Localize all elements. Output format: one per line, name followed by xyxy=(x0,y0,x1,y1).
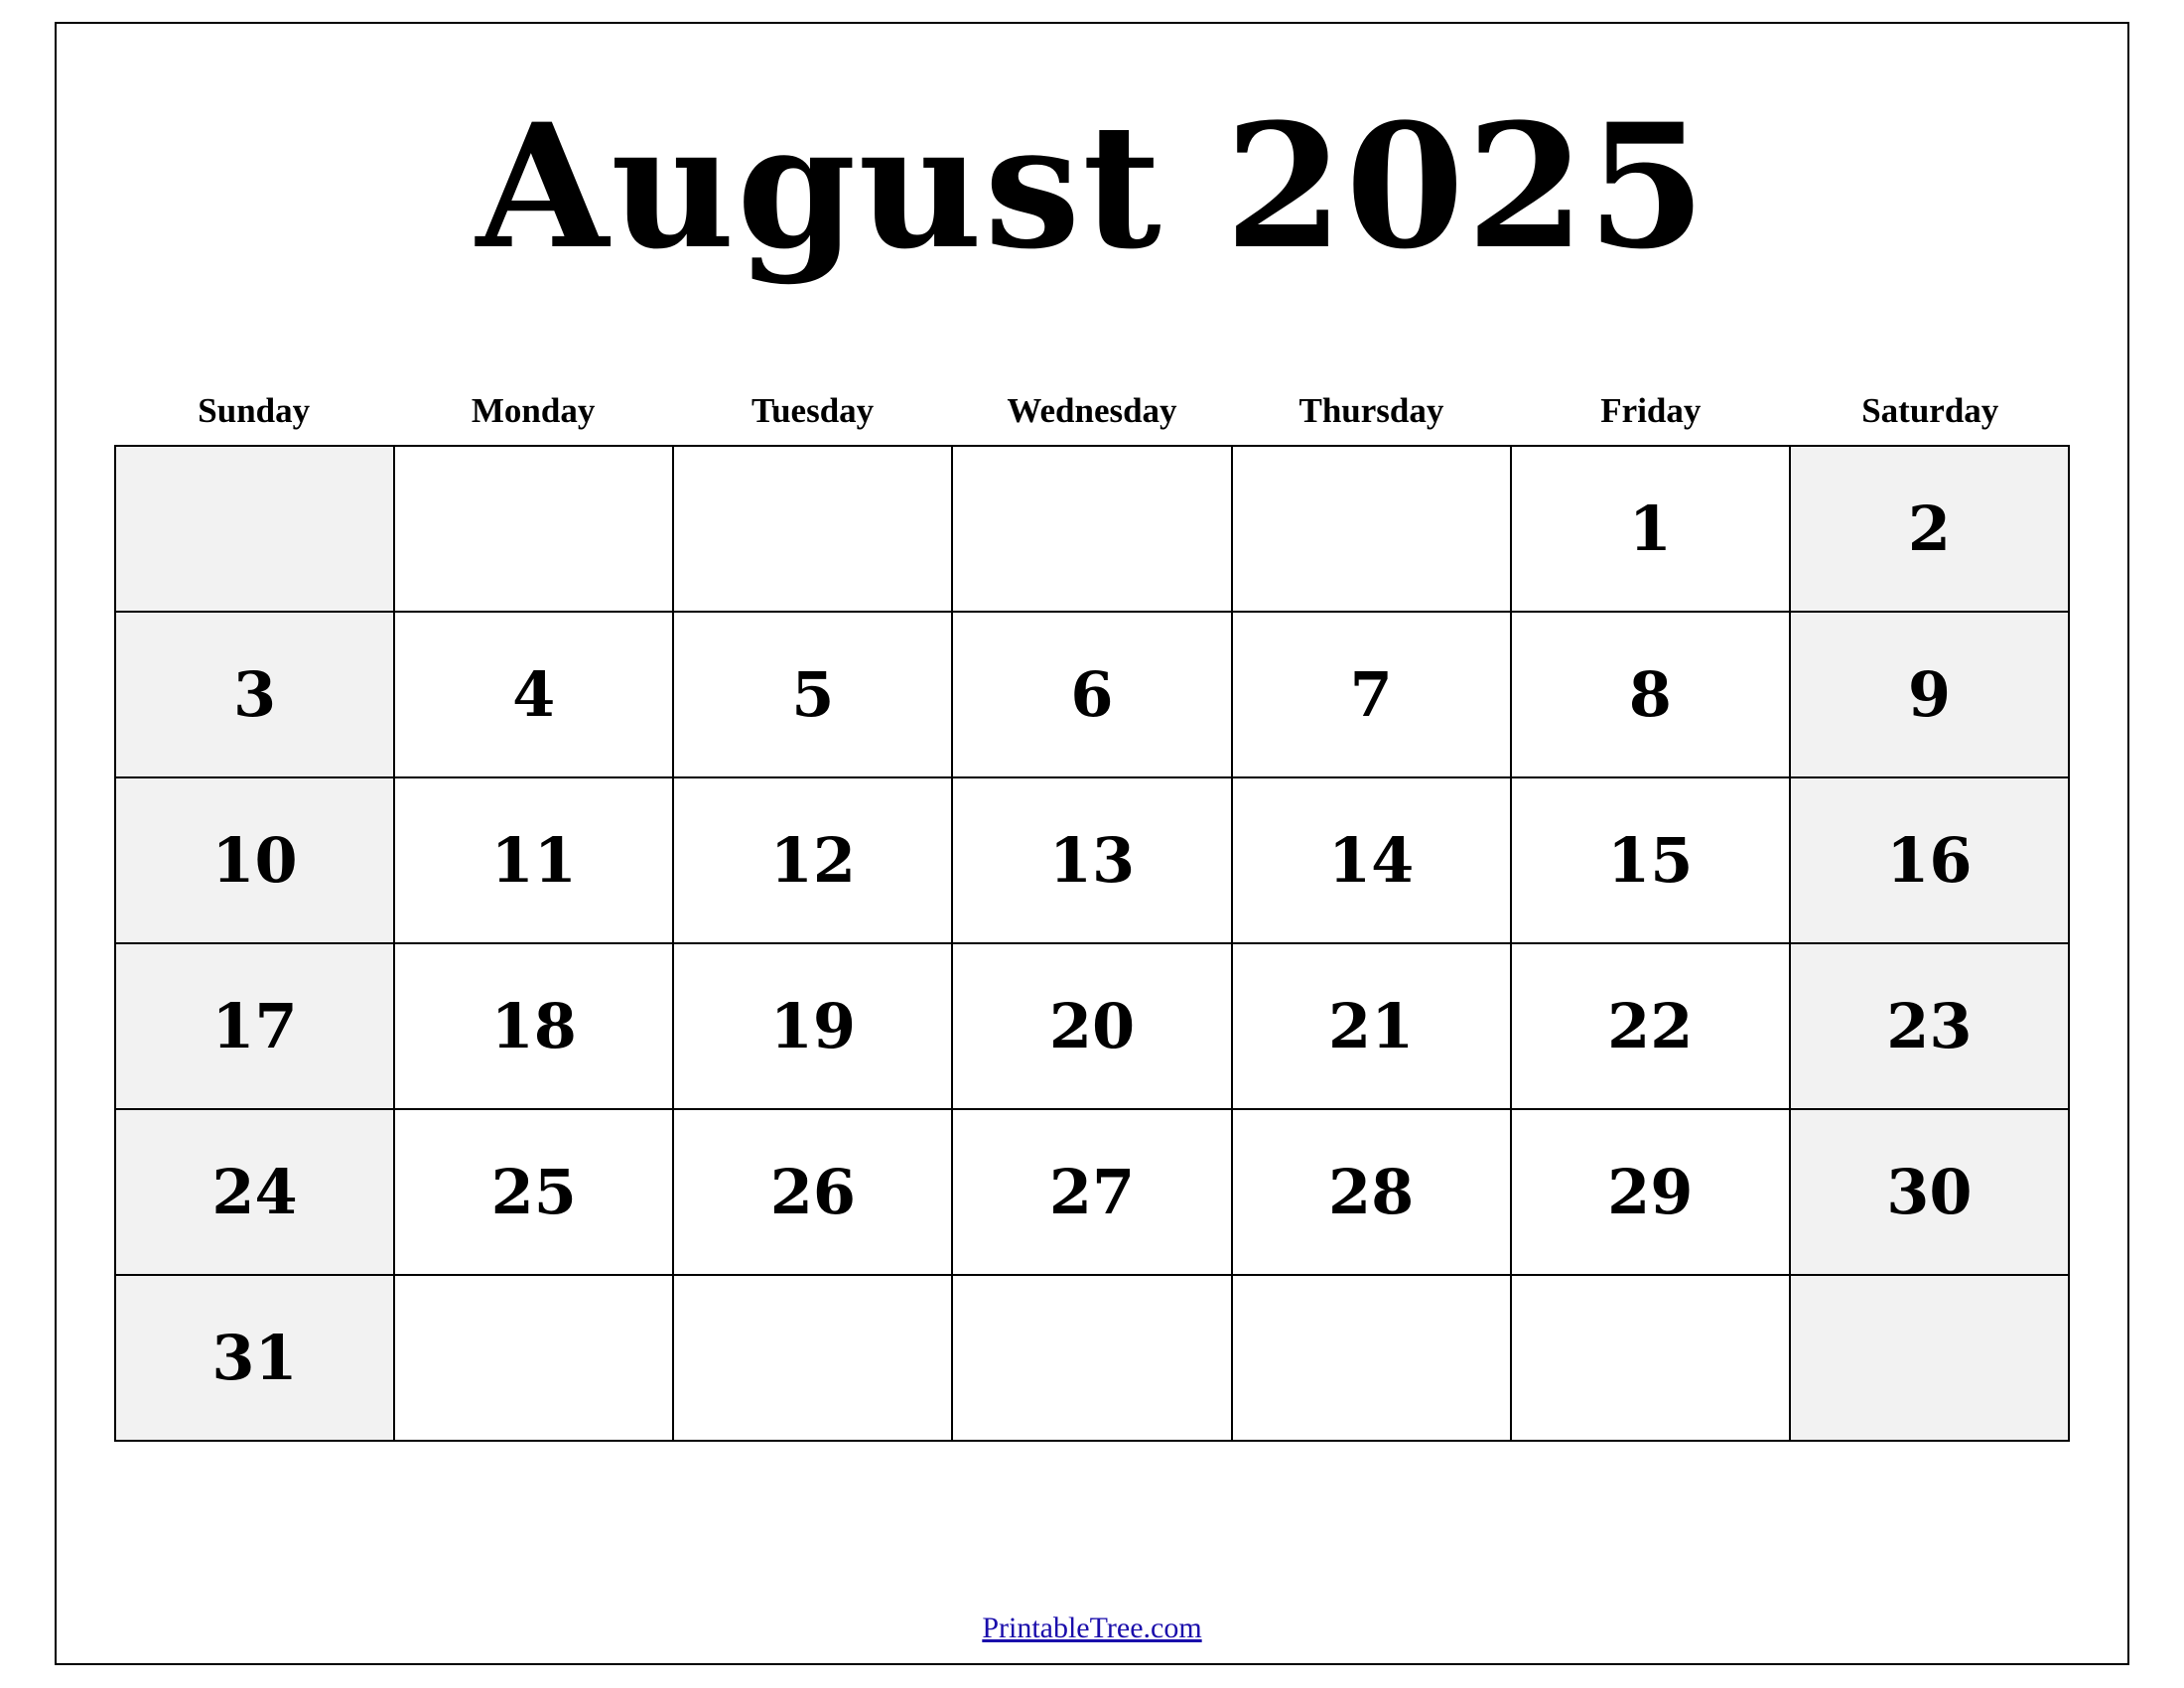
day-number: 23 xyxy=(1886,989,1973,1062)
weekday-label-tuesday: Tuesday xyxy=(751,391,875,430)
day-cell[interactable] xyxy=(1512,613,1791,778)
day-cell[interactable] xyxy=(1512,1110,1791,1276)
day-number: 5 xyxy=(791,657,835,731)
day-number: 21 xyxy=(1327,989,1415,1062)
source-link[interactable]: PrintableTree.com xyxy=(982,1612,1202,1644)
day-cell[interactable] xyxy=(1233,613,1512,778)
day-cell[interactable] xyxy=(1512,447,1791,613)
day-number: 15 xyxy=(1607,823,1694,897)
day-number: 22 xyxy=(1607,989,1694,1062)
day-number: 18 xyxy=(490,989,577,1062)
calendar-sheet xyxy=(55,22,2129,1665)
day-cell[interactable] xyxy=(1233,1110,1512,1276)
day-number: 2 xyxy=(1907,492,1951,565)
day-number: 31 xyxy=(211,1321,298,1394)
day-cell[interactable] xyxy=(1791,447,2070,613)
day-cell[interactable] xyxy=(116,1110,395,1276)
day-number: 25 xyxy=(490,1155,577,1228)
day-cell[interactable] xyxy=(1791,778,2070,944)
day-cell[interactable] xyxy=(674,778,953,944)
day-number: 20 xyxy=(1048,989,1136,1062)
weekday-header-row xyxy=(114,391,2070,431)
day-number: 24 xyxy=(211,1155,298,1228)
day-cell[interactable] xyxy=(674,613,953,778)
day-cell[interactable] xyxy=(116,1276,395,1442)
weekday-label-saturday: Saturday xyxy=(1861,391,1999,430)
day-cell[interactable] xyxy=(953,778,1232,944)
day-cell[interactable] xyxy=(1791,1110,2070,1276)
day-cell[interactable] xyxy=(1233,447,1512,613)
day-cell[interactable] xyxy=(1233,778,1512,944)
day-cell[interactable] xyxy=(395,778,674,944)
day-number: 17 xyxy=(211,989,298,1062)
day-cell[interactable] xyxy=(1512,778,1791,944)
day-cell[interactable] xyxy=(395,944,674,1110)
day-number: 7 xyxy=(1349,657,1393,731)
day-number: 4 xyxy=(512,657,556,731)
day-number: 1 xyxy=(1628,492,1672,565)
weekday-label-monday: Monday xyxy=(471,391,596,430)
day-cell[interactable] xyxy=(116,613,395,778)
day-cell[interactable] xyxy=(953,944,1232,1110)
day-cell[interactable] xyxy=(674,447,953,613)
day-number: 3 xyxy=(233,657,277,731)
day-number: 14 xyxy=(1327,823,1415,897)
day-number: 11 xyxy=(490,823,577,897)
day-cell[interactable] xyxy=(674,1276,953,1442)
day-cell[interactable] xyxy=(116,778,395,944)
day-cell[interactable] xyxy=(116,447,395,613)
page-title: August 2025 xyxy=(476,85,1708,287)
day-cell[interactable] xyxy=(953,613,1232,778)
day-number: 13 xyxy=(1048,823,1136,897)
weekday-label-friday: Friday xyxy=(1600,391,1702,430)
day-number: 19 xyxy=(769,989,856,1062)
day-number: 8 xyxy=(1628,657,1672,731)
footer xyxy=(57,1612,2127,1645)
weekday-label-wednesday: Wednesday xyxy=(1007,391,1177,430)
day-number: 29 xyxy=(1607,1155,1694,1228)
day-number: 26 xyxy=(769,1155,856,1228)
weekday-label-thursday: Thursday xyxy=(1298,391,1444,430)
day-number: 28 xyxy=(1327,1155,1415,1228)
day-cell[interactable] xyxy=(395,1276,674,1442)
day-cell[interactable] xyxy=(674,1110,953,1276)
day-cell[interactable] xyxy=(395,613,674,778)
day-cell[interactable] xyxy=(953,447,1232,613)
day-cell[interactable] xyxy=(674,944,953,1110)
day-number: 10 xyxy=(211,823,298,897)
day-cell[interactable] xyxy=(395,1110,674,1276)
day-cell[interactable] xyxy=(1233,1276,1512,1442)
day-cell[interactable] xyxy=(1791,613,2070,778)
day-number: 12 xyxy=(769,823,856,897)
day-cell[interactable] xyxy=(1791,944,2070,1110)
calendar-grid xyxy=(114,445,2070,1442)
day-cell[interactable] xyxy=(395,447,674,613)
day-cell[interactable] xyxy=(1512,944,1791,1110)
day-cell[interactable] xyxy=(1233,944,1512,1110)
calendar-body xyxy=(114,391,2070,1442)
day-cell[interactable] xyxy=(1512,1276,1791,1442)
day-number: 27 xyxy=(1048,1155,1136,1228)
day-cell[interactable] xyxy=(953,1110,1232,1276)
day-cell[interactable] xyxy=(116,944,395,1110)
day-number: 16 xyxy=(1886,823,1973,897)
day-number: 9 xyxy=(1907,657,1951,731)
weekday-label-sunday: Sunday xyxy=(198,391,311,430)
day-cell[interactable] xyxy=(1791,1276,2070,1442)
day-number: 30 xyxy=(1886,1155,1973,1228)
day-cell[interactable] xyxy=(953,1276,1232,1442)
day-number: 6 xyxy=(1070,657,1114,731)
